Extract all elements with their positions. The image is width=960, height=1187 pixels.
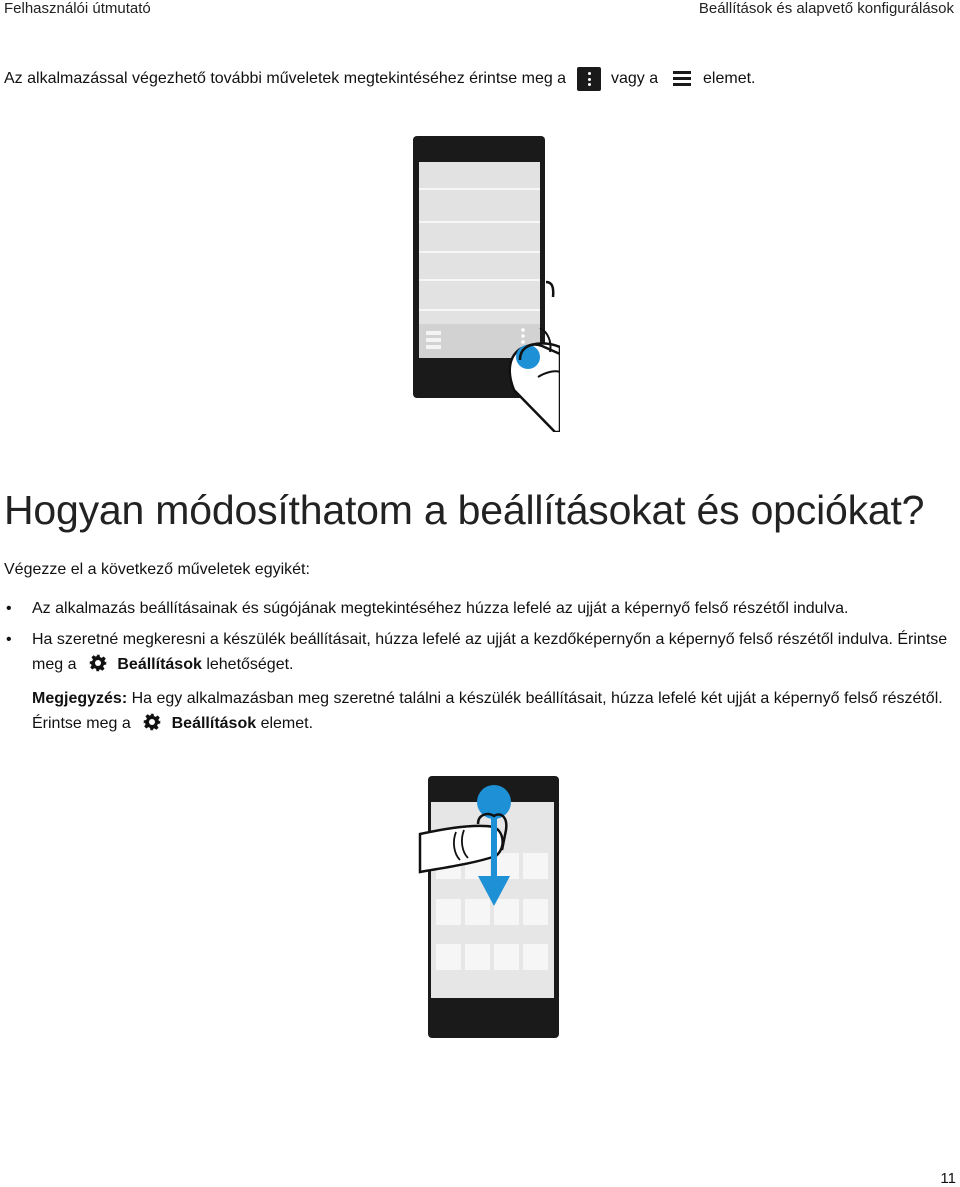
menu-icon	[673, 71, 691, 87]
swipe-down-illustration	[412, 772, 562, 1040]
page-title: Hogyan módosíthatom a beállításokat és opciókat?	[4, 487, 925, 533]
list-item-text: Ha szeretné megkeresni a készülék beállításait, húzza lefelé az ujját a kezdőképernyőn a képernyő felső részétől indulva. Érintse meg a	[32, 631, 948, 673]
list-item	[4, 627, 954, 677]
settings-label: Beállítások	[117, 656, 202, 673]
settings-label: Beállítások	[171, 715, 257, 732]
intro-text-2: vagy a	[610, 70, 659, 87]
lead-text: Végezze el a következő műveletek egyikét:	[4, 561, 310, 578]
swipe-path	[491, 812, 497, 876]
settings-gear-icon	[89, 654, 107, 672]
bullet-dot: •	[6, 600, 12, 617]
bullet-dot: •	[6, 631, 12, 648]
note-tail: elemet.	[260, 715, 314, 732]
intro-text-1: Az alkalmazással végezhető további műveletek megtekintéséhez érintse meg a	[4, 70, 567, 87]
settings-gear-icon	[143, 713, 161, 731]
header-right: Beállítások és alapvető konfigurálások	[698, 0, 954, 17]
note-label: Megjegyzés:	[32, 690, 128, 707]
tap-action-menu-illustration	[410, 132, 560, 432]
note-paragraph	[32, 686, 954, 736]
page-number: 11	[940, 1170, 956, 1187]
header-left: Felhasználói útmutató	[4, 0, 151, 17]
more-actions-icon	[577, 67, 601, 91]
menu-icon	[426, 331, 441, 349]
list-item-tail: lehetőséget.	[206, 656, 294, 673]
intro-text-3: elemet.	[703, 70, 756, 87]
option-list	[4, 596, 954, 683]
note-text: Ha egy alkalmazásban meg szeretné találni a készülék beállításait, húzza lefelé két ujját a képernyő felső részétől. Érintse meg a	[32, 690, 943, 732]
list-item	[4, 596, 954, 621]
intro-paragraph	[4, 67, 756, 91]
more-actions-icon	[521, 328, 525, 344]
list-item-text: Az alkalmazás beállításainak és súgójának megtekintéséhez húzza lefelé az ujját a képernyő felső részétől indulva.	[32, 600, 849, 617]
